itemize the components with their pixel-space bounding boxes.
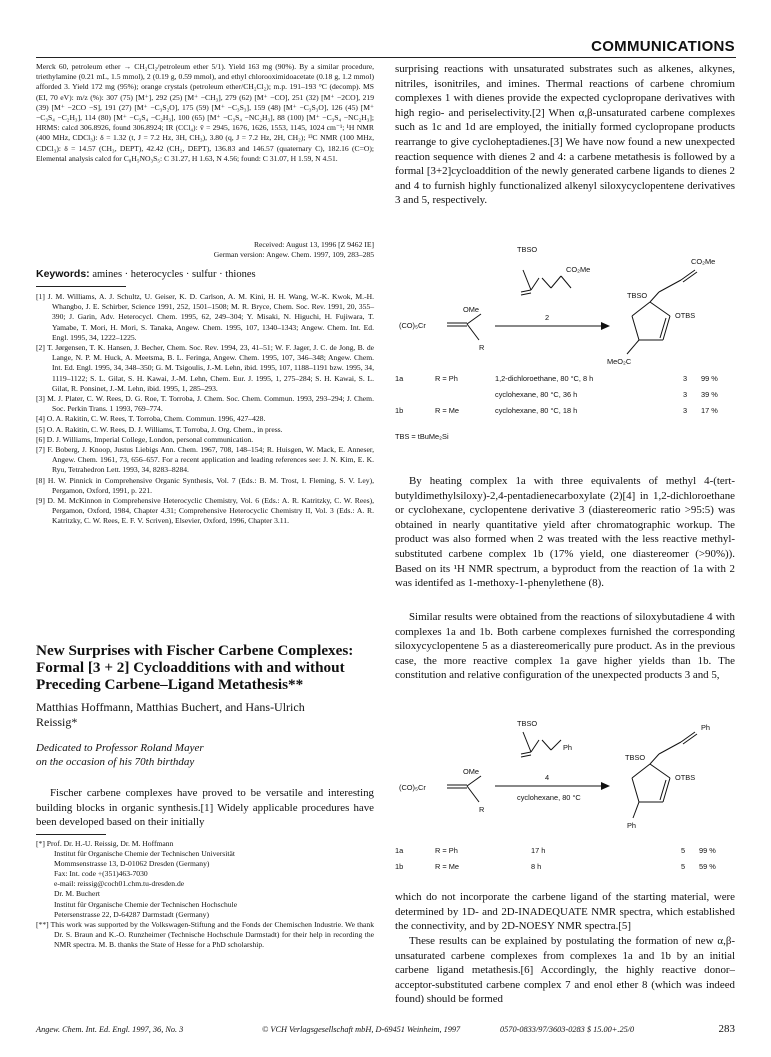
product-cell: 3	[683, 389, 688, 399]
footnote-line: e-mail: reissig@coch01.chm.tu-dresden.de	[54, 879, 185, 889]
time-cell: 8 h	[531, 861, 542, 871]
footer-publisher: © VCH Verlagsgesellschaft mbH, D-69451 Weinheim, 1997	[262, 1025, 461, 1034]
article-authors: Matthias Hoffmann, Matthias Buchert, and Hans-Ulrich Reissig*	[36, 700, 305, 729]
product-cell: 5	[681, 845, 686, 855]
keywords-label: Keywords:	[36, 268, 90, 280]
footnote-line: Petersenstrasse 22, D-64287 Darmstadt (Germany)	[54, 909, 209, 919]
table-row	[395, 386, 731, 402]
compound-cell: 1a	[395, 373, 404, 383]
page-number: 283	[718, 1023, 735, 1035]
reference-item: [7] F. Boberg, J. Knoop, Justus Liebigs Ann. Chem. 1967, 708, 148–154; R. Huisgen, W. Mack, E. Anneser, Angew. Chem. 1961, 73, 656–657. For a recent application and leading references see: J. N. Kim, E. K. Ryu, Tetrahedron Lett. 1993, 34, 8283–8284.	[36, 445, 374, 475]
table-row	[395, 402, 731, 418]
label-tbso-product: TBSO	[627, 291, 648, 300]
substituent-cell: R = Ph	[435, 373, 458, 383]
footnote-line: Fax: Int. code +(351)463-7030	[54, 869, 148, 879]
yield-cell: 39 %	[701, 389, 718, 399]
yield-cell: 99 %	[699, 845, 716, 855]
reference-item: [9] D. M. McKinnon in Comprehensive Heterocyclic Chemistry, Vol. 6 (Eds.: A. R. Katritzky, C. W. Rees), Pergamon, Oxford, 1984, Chapter 4.31; Comprehensive Heterocyclic Chemistry II, Vol. 3 (Eds.: A. R. Katritzky, C. W. Rees, E. F. V. Scriven), Elsevier, Oxford, 1996, Chapter 3.11.	[36, 496, 374, 526]
keywords	[36, 268, 374, 280]
german-version: German version: Angew. Chem. 1997, 109, 283–285	[213, 250, 374, 260]
right-para-4: which do not incorporate the carbene ligand of the starting material, were determined by 1D- and 2D-INADEQUATE NMR spectra, which established the connectivity, and by 2D-NOESY NMR spectra.[5]	[395, 891, 735, 933]
time-cell: 17 h	[531, 845, 546, 855]
label-conditions: cyclohexane, 80 °C	[517, 793, 581, 802]
reference-item: [1] J. M. Williams, A. J. Schultz, U. Geiser, K. D. Carlson, A. M. Kini, H. H. Wang, W.-K. Kwok, M.-H. Whangbo, J. E. Schirber, Science 1991, 252, 1501–1508; M. R. Bryce, Chem. Soc. Rev. 1991, 20, 355–390; J. Garin, Adv. Heterocycl. Chem. 1995, 62, 249–304; Y. Misaki, N. Higuchi, H. Fujiwara, T. Yamabe, T. Mori, H. Mori, S. Tanaka, Angew. Chem. 1995, 107, 1340–1343; Angew. Chem. Int. Ed. Engl. 1995, 34, 1222–1225.	[36, 292, 374, 342]
dedication-line-1: Dedicated to Professor Roland Mayer	[36, 742, 204, 754]
footnote-line: [*] Prof. Dr. H.-U. Reissig, Dr. M. Hoffmann	[36, 839, 174, 848]
right-para-5: These results can be explained by postulating the formation of new α,β-unsaturated carbene complexes from complexes 1a and 1b by an initial carbene ligand metathesis.[6] Accordingly, the highly reactive donor–acceptor-substituted carbene complex 7 and enol ether 8 (which was indeed found) should be formed	[395, 935, 735, 1006]
right-para-3: Similar results were obtained from the reactions of siloxybutadiene 4 with complexes 1a and 1b. Both carbene complexes furnished the corresponding siloxycyclopentene 5 as a diastereomerically pure product. As in the previous case, the more reactive complex 1a gave higher yields than 1b. The constitution and relative configuration of the unexpected products 3 and 5,	[395, 611, 735, 682]
table-row	[395, 842, 731, 858]
scheme-2-table	[395, 842, 731, 874]
keywords-list: amines · heterocycles · sulfur · thiones	[92, 269, 256, 280]
reference-list	[36, 292, 374, 527]
dedication-line-2: on the occasion of his 70th birthday	[36, 756, 195, 768]
label-ome: OMe	[463, 305, 480, 314]
label-co2me: CO₂Me	[566, 265, 591, 274]
label-otbs: OTBS	[675, 773, 696, 782]
footnote-acknowledgement: [**] This work was supported by the Volkswagen-Stiftung and the Fonds der Chemischen Industrie. We thank Dr. S. Braun and K.-O. Runzheimer (Technische Hochschule Darmstadt) for their help in recording the NMR spectra. M. B. thanks the State of Hesse for a PhD scholarship.	[36, 919, 374, 949]
tbs-definition: TBS = tBuMe₂Si	[395, 432, 449, 441]
section-header: COMMUNICATIONS	[591, 38, 735, 55]
reaction-arrow-head	[601, 322, 610, 330]
header-rule	[36, 57, 736, 58]
intro-paragraph: Fischer carbene complexes have proved to be versatile and interesting building blocks in organic synthesis.[1] Widely applicable procedures have been developed based on their initially	[36, 787, 374, 829]
table-row	[395, 370, 731, 386]
compound-cell: 1b	[395, 861, 404, 871]
footnote-line: Institut für Organische Chemie der Technischen Universität	[54, 849, 235, 859]
reference-item: [5] O. A. Rakitin, C. W. Rees, D. J. Williams, T. Torroba, J. Org. Chem., in press.	[36, 424, 283, 434]
label-crco5: (CO)₅Cr	[399, 321, 426, 330]
article-title: New Surprises with Fischer Carbene Complexes: Formal [3 + 2] Cycloadditions with and without Preceding Carbene–Ligand Metathesis**	[36, 642, 354, 693]
label-tbso-product: TBSO	[625, 753, 646, 762]
label-r: R	[479, 805, 485, 814]
product-cell: 3	[683, 405, 688, 415]
label-ph-product-bottom: Ph	[627, 821, 637, 830]
footnote-affiliations	[36, 839, 374, 950]
table-row	[395, 858, 731, 874]
label-r: R	[479, 343, 485, 352]
label-reagent: 4	[545, 773, 550, 782]
product-cell: 5	[681, 861, 686, 871]
reference-item: [2] T. Jørgensen, T. K. Hansen, J. Becher, Chem. Soc. Rev. 1994, 23, 41–51; W. F. Jager, J. C. de Jong, B. de Lange, N. P. M. Huck, A. Meetsma, B. L. Feringa, Angew. Chem. 1995, 107, 346–348; Angew. Chem. Int. Ed. Engl. 1995, 34, 348–350; G. M. Tsigoulis, J.-M. Lehn, ibid. 1995, 107, 1188–1191 bzw. 1995, 34, 1119–1122; S. L. Gilat, S. H. Kawai, J.-M. Lehn, Chem. Eur. J. 1995, 1, 275–284; S. H. Kawai, S. L. Gilat, R. Ponsinet, J.-M. Lehn, ibid. 1995, 1, 285–293.	[36, 343, 374, 393]
label-tbso: TBSO	[517, 245, 538, 254]
scheme-2-structures	[395, 718, 735, 838]
label-ph: Ph	[563, 743, 573, 752]
substituent-cell: R = Ph	[435, 845, 458, 855]
footnote-line: Dr. M. Buchert	[54, 889, 100, 899]
footnote-line: Mommsenstrasse 13, D-01062 Dresden (Germany)	[54, 859, 210, 869]
footnote-line: Institut für Organische Chemie der Technischen Hochschule	[54, 899, 238, 909]
dedication	[36, 741, 374, 769]
reference-item: [4] O. A. Rakitin, C. W. Rees, T. Torroba, Chem. Commun. 1996, 427–428.	[36, 414, 266, 424]
label-ome: OMe	[463, 767, 480, 776]
yield-cell: 17 %	[701, 405, 718, 415]
substituent-cell	[435, 386, 495, 402]
substituent-cell: R = Me	[435, 861, 460, 871]
compound-cell: 1a	[395, 845, 404, 855]
reference-item: [8] H. W. Pinnick in Comprehensive Organic Synthesis, Vol. 7 (Eds.: B. M. Trost, I. Fleming, S. V. Ley), Pergamon, Oxford, 1991, p. 221.	[36, 475, 374, 495]
label-crco5: (CO)₅Cr	[399, 783, 426, 792]
label-otbs: OTBS	[675, 311, 696, 320]
substituent-cell: R = Me	[435, 405, 460, 415]
right-para-1: surprising reactions with unsaturated substrates such as alkenes, alkynes, nitriles, isonitriles, and imines. Thermal reactions of carbene chromium complexes 1 with dienes provide the expected cyclopropane derivatives with high regio- and periselectivity.[2] When α,β-unsaturated carbene complexes such as 1c and 1d are employed, the initially formed cyclopropane products rearrange to give cycloheptadienes.[3] We have now found a new unexpected reaction sequence with dienes 2 and 4: a carbene metathesis is followed by a formal [3+2]cycloaddition of the newly generated carbene ligands to dienes 2 and 4 to furnish highly functionalized alkenyl siloxycyclopentene derivatives 3 and 5, respectively.	[395, 63, 735, 207]
references-rule	[36, 286, 126, 287]
footnote-rule	[36, 834, 106, 835]
reaction-arrow-head	[601, 782, 610, 790]
scheme-1-table	[395, 370, 731, 418]
compound-cell: 1b	[395, 405, 404, 415]
label-reagent: 2	[545, 313, 550, 322]
conditions-cell: 1,2-dichloroethane, 80 °C, 8 h	[495, 373, 594, 383]
label-tbso: TBSO	[517, 719, 538, 728]
footer-journal: Angew. Chem. Int. Ed. Engl. 1997, 36, No. 3	[36, 1025, 184, 1034]
product-cell: 3	[683, 373, 688, 383]
reference-item: [6] D. J. Williams, Imperial College, London, personal communication.	[36, 434, 254, 444]
yield-cell: 59 %	[699, 861, 716, 871]
label-ph-product: Ph	[701, 723, 711, 732]
conditions-cell: cyclohexane, 80 °C, 36 h	[495, 389, 578, 399]
conditions-cell: cyclohexane, 80 °C, 18 h	[495, 405, 578, 415]
yield-cell: 99 %	[701, 373, 718, 383]
label-meo2c: MeO₂C	[607, 357, 632, 366]
right-para-2: By heating complex 1a with three equivalents of methyl 4-(tert-butyldimethylsiloxy)-2,4-pentadienecarboxylate (2)[4] in 1,2-dichloroethane or cyclohexane, cyclopentene derivative 3 (diastereomeric ratio >95:5) was obtained in nearly quantitative yield after chromatographic workup. The product was also formed when 2 was treated with the less reactive methyl-substituted carbene complex 1b (17% yield, one diastereomer (>90%)). Based on its ¹H NMR spectrum, a byproduct from the reaction of 1a with 2 was identifed as 1-methoxy-1-phenylethene (8).	[395, 475, 735, 590]
experimental-text: Merck 60, petroleum ether → CH₂Cl₂/petroleum ether 5/1). Yield 163 mg (90%). By a similar procedure, triethylamine (0.21 mL, 1.5 mmol), 2 (0.19 g, 0.59 mmol), and ethyl chlorooximidoacetate (0.18 g, 1.2 mmol) afforded 3. Yield 172 mg (95%); orange crystals (petroleum ether/CH₂Cl₂); m.p. 191–193 °C (decomp). MS (EI, 70 eV): m/z (%): 307 (75) [M⁺], 292 (25) [M⁺ −CH₃], 279 (62) [M⁺ −CO], 251 (32) [M⁺ −2CO], 219 (39) [M⁺ −2CO −S], 191 (27) [M⁺ −C₃S₂O], 175 (59) [M⁺ −C₃S₃], 159 (48) [M⁺ −C₃S₃O], 126 (45) [M⁺ −C₃S₄ −C₂H₃], 114 (80) [M⁺ −C₃S₄ −C₂H₃], 100 (65) [M⁺ −C₃S₄ −NC₂H₃], 88 (100) [M⁺ −C₃S₄ −NC₂H₃]; HRMS: calcd 306.8926, found 306.8924; IR (CCl₄): ṽ = 2945, 1676, 1626, 1553, 1145, 1024 cm⁻¹; ¹H NMR (400 MHz, CDCl₃): δ = 1.32 (t, J = 7.2 Hz, 3H, CH₃), 3.80 (q, J = 7.2 Hz, 2H, CH₂); ¹³C NMR (100 MHz, CDCl₃): δ = 14.57 (CH₃, DEPT), 42.42 (CH₂, DEPT), 136.83 and 146.57 (quaternary C), 182.16 (C=O); Elemental analysis calcd for C₈H₅NO₃S₅: C 31.27, H 1.63, N 4.56; found: C 31.07, H 1.59, N 4.51.	[36, 62, 374, 163]
compound-cell	[395, 386, 435, 402]
received-block	[36, 240, 374, 260]
reference-item: [3] M. J. Plater, C. W. Rees, D. G. Roe, T. Torroba, J. Chem. Soc. Chem. Commun. 1993, 293–294; J. Chem. Soc. Perkin Trans. 1 1993, 769–774.	[36, 394, 374, 414]
label-co2me-product: CO₂Me	[691, 257, 716, 266]
received-date: Received: August 13, 1996 [Z 9462 IE]	[253, 240, 374, 249]
footer-code: 0570-0833/97/3603-0283 $ 15.00+.25/0	[500, 1025, 635, 1034]
